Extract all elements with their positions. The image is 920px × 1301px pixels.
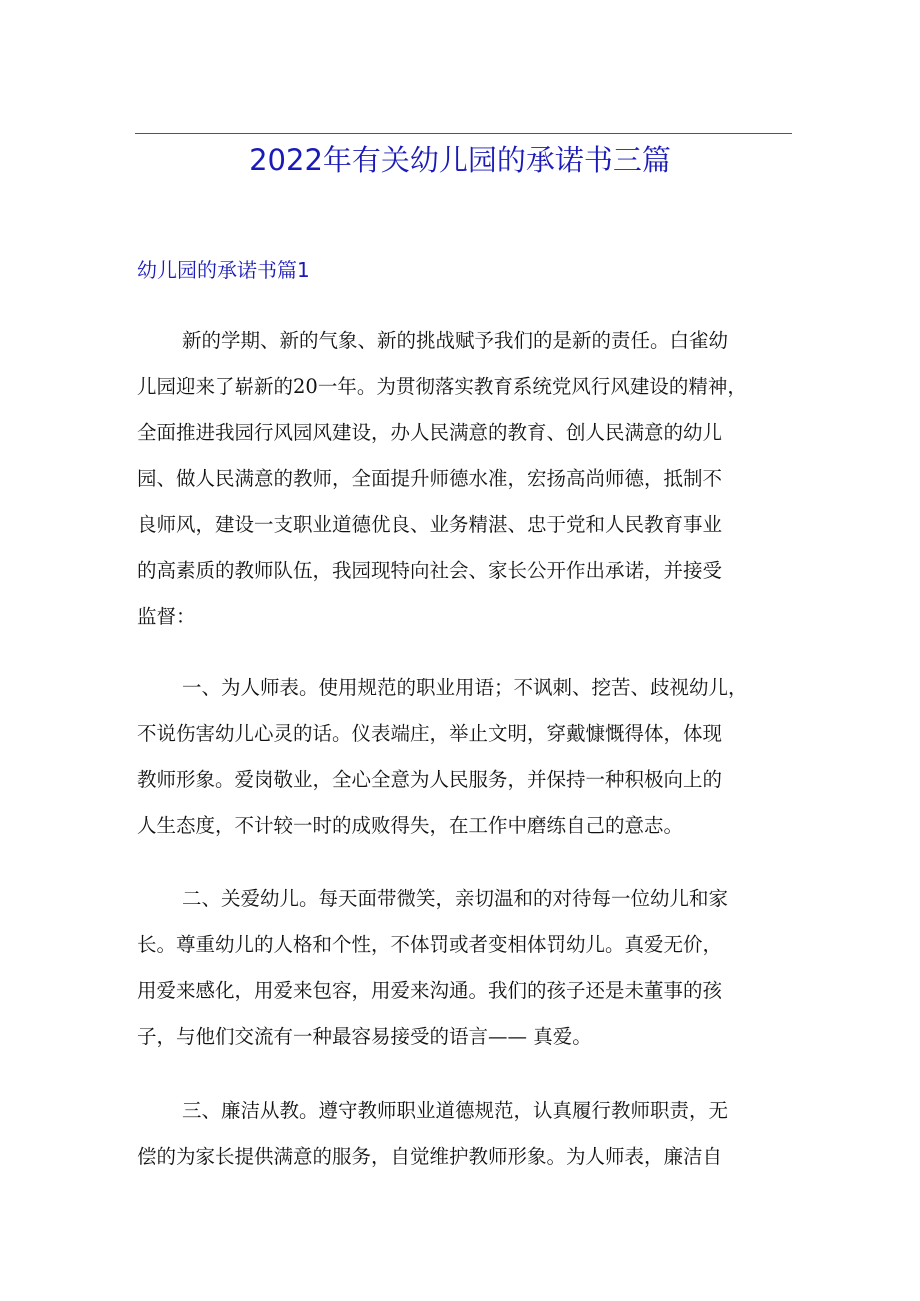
paragraph-line: 三、廉洁从教。遵守教师职业道德规范，认真履行教师职责，无 [182, 1099, 729, 1122]
paragraph-line: 偿的为家长提供满意的服务，自觉维护教师形象。为人师表，廉洁自 [137, 1145, 723, 1168]
paragraph-line: 良师风，建设一支职业道德优良、业务精湛、忠于党和人民教育事业 [137, 513, 723, 536]
paragraph-intro [137, 318, 802, 640]
paragraph-line: 的高素质的教师队伍，我园现特向社会、家长公开作出承诺，并接受 [137, 559, 723, 582]
paragraph-line: 用爱来感化，用爱来包容，用爱来沟通。我们的孩子还是未董事的孩 [137, 979, 723, 1002]
paragraph-line: 一、为人师表。使用规范的职业用语；不讽刺、挖苦、歧视幼儿， [182, 676, 748, 699]
paragraph-line: 园、做人民满意的教师，全面提升师德水准，宏扬高尚师德，抵制不 [137, 467, 723, 490]
paragraph-line: 二、关爱幼儿。每天面带微笑，亲切温和的对待每一位幼儿和家 [182, 887, 729, 910]
paragraph-line: 人生态度，不计较一时的成败得失，在工作中磨练自己的意志。 [137, 814, 684, 837]
paragraph-line: 子，与他们交流有一种最容易接受的语言—— 真爱。 [137, 1025, 592, 1048]
paragraph-line: 长。尊重幼儿的人格和个性，不体罚或者变相体罚幼儿。真爱无价， [137, 933, 723, 956]
paragraph-line: 不说伤害幼儿心灵的话。仪表端庄，举止文明，穿戴慷慨得体，体现 [137, 722, 723, 745]
document-title: 2022年有关幼儿园的承诺书三篇 [249, 143, 671, 177]
paragraph-line: 儿园迎来了崭新的20一年。为贯彻落实教育系统党风行风建设的精神， [137, 375, 747, 398]
paragraph-point-3 [137, 1088, 802, 1180]
paragraph-line: 新的学期、新的气象、新的挑战赋予我们的是新的责任。白雀幼 [182, 329, 729, 352]
paragraph-point-1 [137, 665, 802, 849]
header-rule [135, 133, 792, 134]
section-heading: 幼儿园的承诺书篇1 [137, 258, 310, 282]
paragraph-point-2 [137, 876, 802, 1060]
paragraph-line: 全面推进我园行风园风建设，办人民满意的教育、创人民满意的幼儿 [137, 421, 723, 444]
paragraph-line: 教师形象。爱岗敬业，全心全意为人民服务，并保持一种积极向上的 [137, 768, 723, 791]
paragraph-line: 监督： [137, 605, 196, 628]
